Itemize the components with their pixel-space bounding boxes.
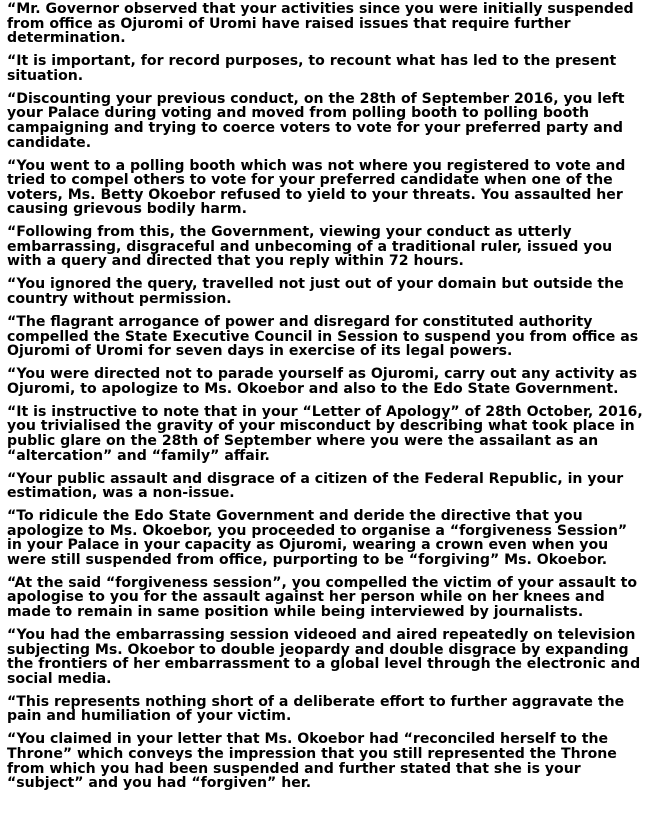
paragraph-televised-session: “You had the embarrassing session videoed and aired repeatedly on television subjecting Ms. Okoebor to double jeopardy and double disgrace by expanding the frontiers of her embarrassment to a global level through the electronic and social media. (7, 627, 641, 687)
paragraph-aggravation: “This represents nothing short of a deliberate effort to further aggravate the pain and humiliation of your victim. (7, 693, 625, 725)
paragraph-suspension: “The flagrant arrogance of power and disregard for constituted authority compelled the State Executive Council in Session to suspend you from office as Ojuromi of Uromi for seven days in exercise of its legal powers. (7, 314, 639, 360)
paragraph-directives: “You were directed not to parade yourself as Ojuromi, carry out any activity as Ojuromi, to apologize to Ms. Okoebor and also to the Edo State Government. (7, 366, 638, 397)
paragraph-record-purposes: “It is important, for record purposes, to recount what has led to the present situation. (7, 53, 617, 84)
paragraph-query-issued: “Following from this, the Government, viewing your conduct as utterly embarrassing, disgraceful and unbecoming of a traditional ruler, issued you with a query and directed that you reply within 72 hours. (7, 224, 613, 270)
document-body (7, 2, 645, 791)
paragraph-polling-booth-assault: “You went to a polling booth which was not where you registered to vote and tried to compel others to vote for your preferred candidate when one of the voters, Ms. Betty Okoebor refused to yield to your threats. You assaulted her causing grievous bodily harm. (7, 157, 626, 218)
paragraph-forgiveness-session: “To ridicule the Edo State Government and deride the directive that you apologize to Ms. Okoebor, you proceeded to organise a “forgiveness Session” in your Palace in your capacity as Ojuromi, wearing a crown even when you were still suspended from office, purporting to be “forgiving” Ms. Okoebor. (7, 508, 628, 568)
paragraph-letter-of-apology: “It is instructive to note that in your “Letter of Apology” of 28th October, 2016, you trivialised the gravity of your misconduct by describing what took place in public glare on the 28th of September where you were the assailant as an “altercation” and “family” affair. (7, 403, 643, 464)
paragraph-governor-observation: “Mr. Governor observed that your activities since you were initially suspended from office as Ojuromi of Uromi have raised issues that require further determination. (7, 1, 634, 47)
paragraph-non-issue: “Your public assault and disgrace of a citizen of the Federal Republic, in your estimation, was a non-issue. (7, 470, 624, 502)
paragraph-compelled-apology: “At the said “forgiveness session”, you compelled the victim of your assault to apologise to you for the assault against her person while on her knees and made to remain in same position while being interviewed by journalists. (7, 574, 638, 621)
paragraph-reconciled-claim: “You claimed in your letter that Ms. Okoebor had “reconciled herself to the Throne” which conveys the impression that you still represented the Throne from which you had been suspended and further stated that she is your “subject” and you had “forgiven” her. (7, 731, 617, 792)
paragraph-query-ignored: “You ignored the query, travelled not just out of your domain but outside the country without permission. (7, 276, 624, 308)
paragraph-election-day-conduct: “Discounting your previous conduct, on the 28th of September 2016, you left your Palace during voting and moved from polling booth to polling booth campaigning and trying to coerce voters to vote for your preferred party and candidate. (7, 90, 625, 151)
